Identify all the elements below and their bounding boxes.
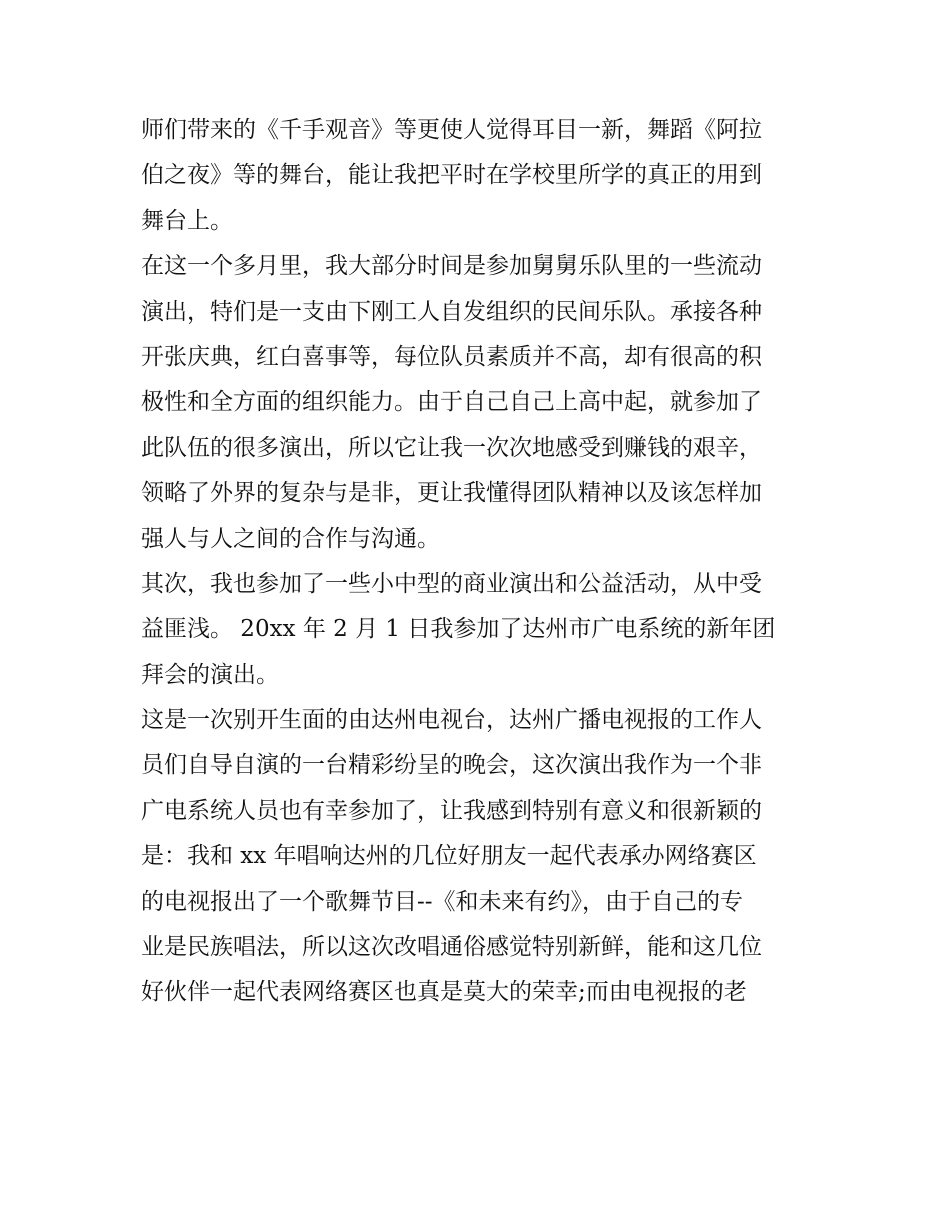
text-line: 广电系统人员也有幸参加了，让我感到特别有意义和很新颖的 <box>141 797 762 824</box>
text-line: 这是一次别开生面的由达州电视台，达州广播电视报的工作人 <box>141 707 762 734</box>
text-line: 的电视报出了一个歌舞节目--《和未来有约》，由于自己的专 <box>141 888 744 915</box>
text-line: 其次，我也参加了一些小中型的商业演出和公益活动，从中受 <box>141 570 762 597</box>
text-line: 强人与人之间的合作与沟通。 <box>141 525 440 552</box>
text-line: 拜会的演出。 <box>141 661 279 688</box>
text-line: 演出，特们是一支由下刚工人自发组织的民间乐队。承接各种 <box>141 298 762 325</box>
text-line: 师们带来的《千手观音》等更使人觉得耳目一新，舞蹈《阿拉 <box>141 117 762 143</box>
text-line: 舞台上。 <box>141 207 233 234</box>
text-line: 员们自导自演的一台精彩纷呈的晚会，这次演出我作为一个非 <box>141 752 762 779</box>
text-line: 领略了外界的复杂与是非，更让我懂得团队精神以及该怎样加 <box>141 480 762 507</box>
text-line: 在这一个多月里，我大部分时间是参加舅舅乐队里的一些流动 <box>141 253 762 280</box>
text-line: 好伙伴一起代表网络赛区也真是莫大的荣幸;而由电视报的老 <box>141 979 747 1006</box>
text-line: 业是民族唱法，所以这次改唱通俗感觉特别新鲜，能和这几位 <box>141 934 762 961</box>
text-line: 此队伍的很多演出，所以它让我一次次地感受到赚钱的艰辛， <box>141 434 762 461</box>
body-text <box>141 108 821 1016</box>
text-line: 是：我和 xx 年唱响达州的几位好朋友一起代表承办网络赛区 <box>141 843 757 870</box>
text-line: 伯之夜》等的舞台，能让我把平时在学校里所学的真正的用到 <box>141 162 762 189</box>
text-line: 极性和全方面的组织能力。由于自己自己上高中起，就参加了 <box>141 389 762 416</box>
text-line: 益匪浅。 20xx 年 2 月 1 日我参加了达州市广电系统的新年团 <box>141 616 776 643</box>
text-line: 开张庆典，红白喜事等，每位队员素质并不高，却有很高的积 <box>141 343 762 370</box>
